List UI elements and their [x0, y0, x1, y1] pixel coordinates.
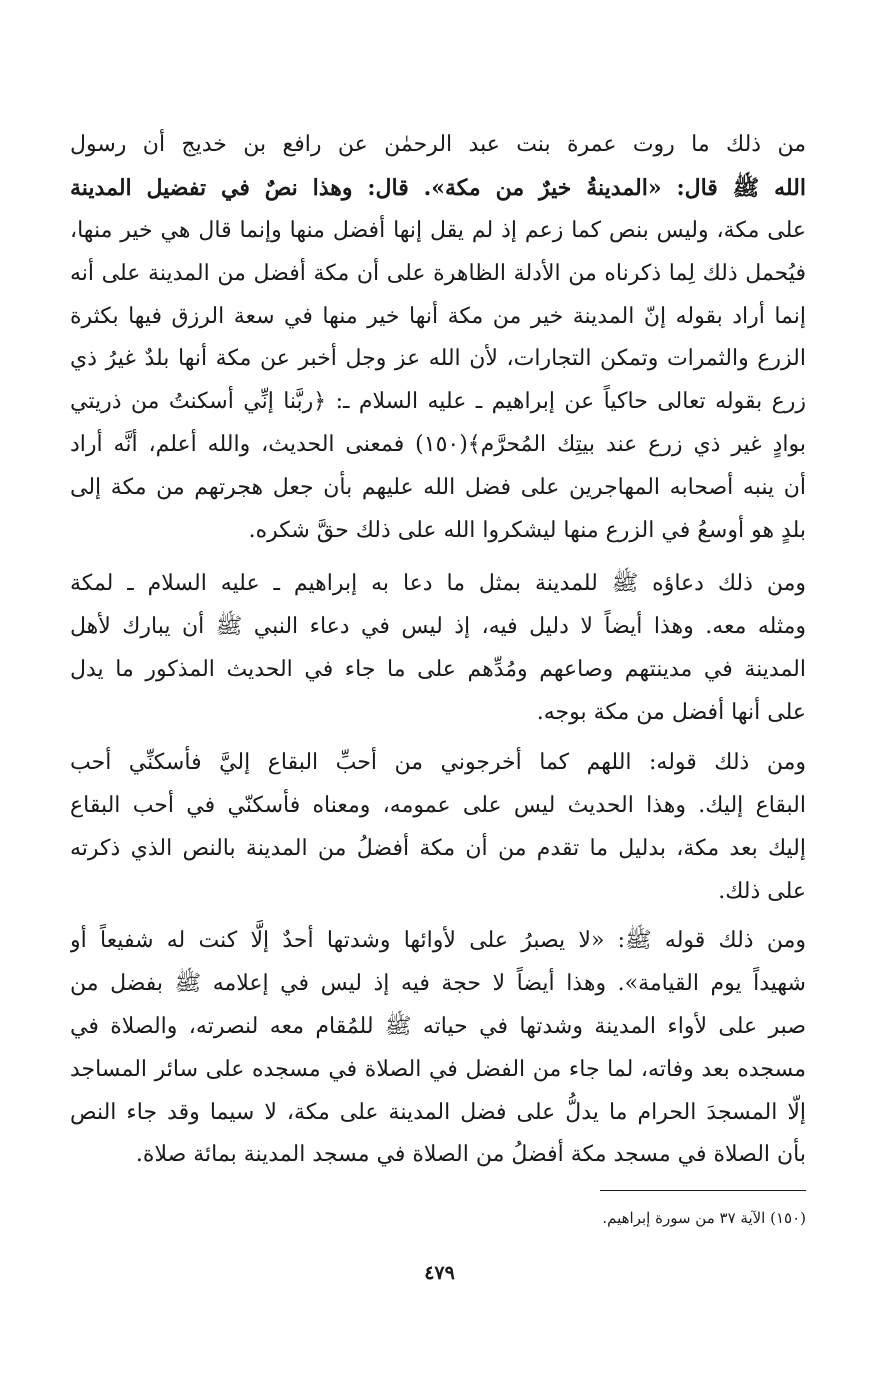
paragraph [70, 920, 806, 1177]
text-line: إنما أراد بقوله إنّ المدينة خير من مكة أنها خير منها في سعة الرزق فيها بكثرة [70, 303, 806, 329]
footnote-divider [600, 1190, 806, 1191]
text-line: أن ينبه أصحابه المهاجرين على فضل الله عليهم بأن جعل هجرتهم من مكة إلى [70, 475, 806, 501]
page-number: ٤٧٩ [424, 1262, 455, 1284]
text-line: بوادٍ غير ذي زرع عند بيتِك المُحرَّم﴾(١٥٠) فمعنى الحديث، والله أعلم، أنَّه أراد [70, 432, 806, 458]
text-line: شهيداً يوم القيامة». وهذا أيضاً لا حجة فيه إذ ليس في إعلامه ﷺ بفضل من [70, 970, 806, 996]
text-line: ومن ذلك قوله: اللهم كما أخرجوني من أحبِّ البقاع إليَّ فأسكنِّي أحب [70, 750, 806, 776]
paragraph [70, 563, 806, 735]
text-line: الله ﷺ قال: «المدينةُ خيرٌ من مكة». قال: وهذا نصٌ في تفضيل المدينة [70, 174, 806, 201]
text-line: الزرع والثمرات وتمكن التجارات، لأن الله عز وجل أخبر عن مكة أنها بلدٌ غيرُ ذي [70, 346, 806, 372]
footnote: (١٥٠) الآية ٣٧ من سورة إبراهيم. [602, 1209, 806, 1227]
paragraph [70, 742, 806, 914]
text-line: زرع بقوله تعالى حاكياً عن إبراهيم ـ عليه السلام ـ: ﴿ربَّنا إنِّي أسكنتُ من ذريتي [70, 389, 806, 415]
text-line: من ذلك ما روت عمرة بنت عبد الرحمٰن عن رافع بن خديج أن رسول [70, 132, 806, 157]
text-line: بأن الصلاة في مسجد مكة أفضلُ من الصلاة في مسجد المدينة بمائة صلاة. [135, 1142, 806, 1168]
body-text [70, 124, 806, 1177]
text-line: على مكة، وليس بنص كما زعم إذ لم يقل إنها أفضل منها وإنما قال هي خير منها، [70, 217, 806, 243]
text-line: على ذلك. [718, 879, 806, 905]
text-line: إلّا المسجدَ الحرام ما يدلُّ على فضل المدينة على مكة، لا سيما وقد جاء النص [70, 1099, 806, 1125]
text-line: البقاع إليك. وهذا الحديث ليس على عمومه، ومعناه فأسكنّي في أحب البقاع [70, 793, 806, 819]
text-line: ومن ذلك قوله ﷺ: «لا يصبرُ على لأوائها وشدتها أحدٌ إلَّا كنت له شفيعاً أو [70, 928, 806, 954]
text-line: ومثله معه. وهذا أيضاً لا دليل فيه، إذ ليس في دعاء النبي ﷺ أن يبارك لأهل [70, 613, 806, 639]
text-line: ومن ذلك دعاؤه ﷺ للمدينة بمثل ما دعا به إبراهيم ـ عليه السلام ـ لمكة [70, 570, 806, 596]
paragraph [70, 124, 806, 553]
text-line: فيُحمل ذلك لِما ذكرناه من الأدلة الظاهرة على أن مكة أفضل من المدينة على أنه [70, 260, 806, 286]
text-line: المدينة في مدينتهم وصاعهم ومُدِّهم على ما جاء في الحديث المذكور ما يدل [70, 656, 806, 682]
text-line: مسجده بعد وفاته، لما جاء من الفضل في الصلاة في مسجده على سائر المساجد [70, 1056, 806, 1082]
text-line: بلدٍ هو أوسعُ في الزرع منها ليشكروا الله على ذلك حقَّ شكره. [248, 518, 806, 544]
text-line: إليك بعد مكة، بدليل ما تقدم من أن مكة أفضلُ من المدينة بالنص الذي ذكرته [70, 836, 806, 862]
text-line: صبر على لأواء المدينة وشدتها في حياته ﷺ للمُقام معه لنصرته، والصلاة في [70, 1013, 806, 1039]
text-line: على أنها أفضل من مكة بوجه. [536, 699, 806, 725]
